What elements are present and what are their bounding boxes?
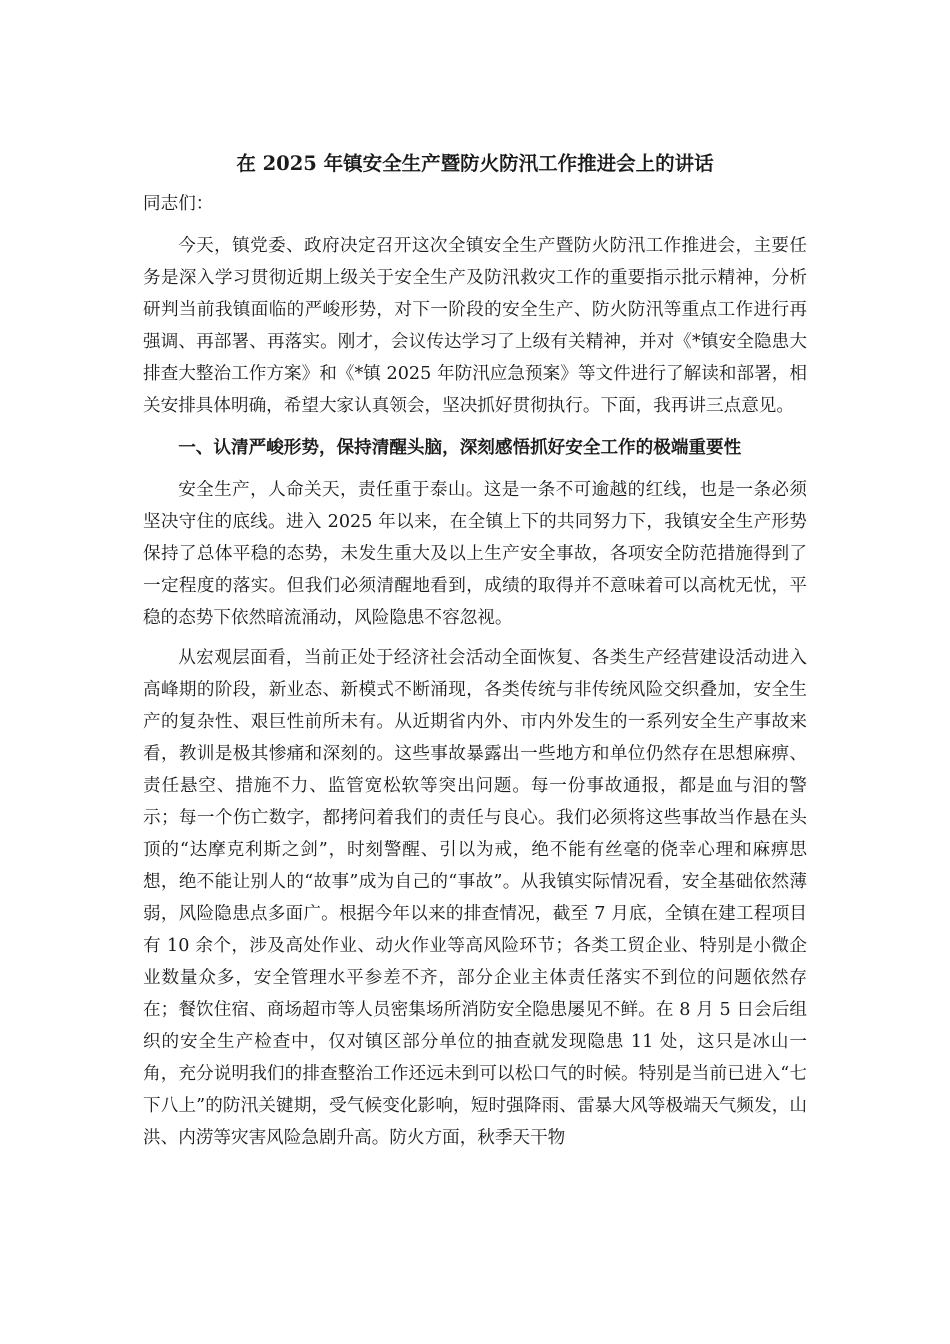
paragraph-intro: 今天，镇党委、政府决定召开这次全镇安全生产暨防火防汛工作推进会，主要任务是深入学习贯彻近期上级关于安全生产及防汛救灾工作的重要指示批示精神，分析研判当前我镇面临的严峻形势，对下一阶段的安全生产、防火防汛等重点工作进行再强调、再部署、再落实。刚才，会议传达学习了上级有关精神，并对《*镇安全隐患大排查大整治工作方案》和《*镇 2025 年防汛应急预案》等文件进行了解读和部署，相关安排具体明确，希望大家认真领会，坚决抓好贯彻执行。下面，我再讲三点意见。: [143, 236, 807, 416]
section-heading-1: 一、认清严峻形势，保持清醒头脑，深刻感悟抓好安全工作的极端重要性: [178, 437, 742, 458]
paragraph-macro: 从宏观层面看，当前正处于经济社会活动全面恢复、各类生产经营建设活动进入高峰期的阶段，新业态、新模式不断涌现，各类传统与非传统风险交织叠加，安全生产的复杂性、艰巨性前所未有。从近期省内外、市内外发生的一系列安全生产事故来看，教训是极其惨痛和深刻的。这些事故暴露出一些地方和单位仍然存在思想麻痹、责任悬空、措施不力、监管宽松软等突出问题。每一份事故通报，都是血与泪的警示；每一个伤亡数字，都拷问着我们的责任与良心。我们必须将这些事故当作悬在头顶的“达摩克利斯之剑”，时刻警醒、引以为戒，绝不能有丝毫的侥幸心理和麻痹思想，绝不能让别人的“故事”成为自己的“事故”。从我镇实际情况看，安全基础依然薄弱，风险隐患点多面广。根据今年以来的排查情况，截至 7 月底，全镇在建工程项目有 10 余个，涉及高处作业、动火作业等高风险环节；各类工贸企业、特别是小微企业数量众多，安全管理水平参差不齐，部分企业主体责任落实不到位的问题依然存在；餐饮住宿、商场超市等人员密集场所消防安全隐患屡见不鲜。在 8 月 5 日会后组织的安全生产检查中，仅对镇区部分单位的抽查就发现隐患 11 处，这只是冰山一角，充分说明我们的排查整治工作还远未到可以松口气的时候。特别是当前已进入“七下八上”的防汛关键期，受气候变化影响，短时强降雨、雷暴大风等极端天气频发，山洪、内涝等灾害风险急剧升高。防火方面，秋季天干物: [143, 648, 807, 1148]
paragraph-safety: 安全生产，人命关天，责任重于泰山。这是一条不可逾越的红线，也是一条必须坚决守住的底线。进入 2025 年以来，在全镇上下的共同努力下，我镇安全生产形势保持了总体平稳的态势，未发生重大及以上生产安全事故，各项安全防范措施得到了一定程度的落实。但我们必须清醒地看到，成绩的取得并不意味着可以高枕无忧，平稳的态势下依然暗流涌动，风险隐患不容忽视。: [143, 480, 807, 628]
document-page: [143, 146, 807, 1162]
greeting: 同志们：: [143, 194, 214, 214]
document-title: 在 2025 年镇安全生产暨防火防汛工作推进会上的讲话: [236, 152, 714, 175]
